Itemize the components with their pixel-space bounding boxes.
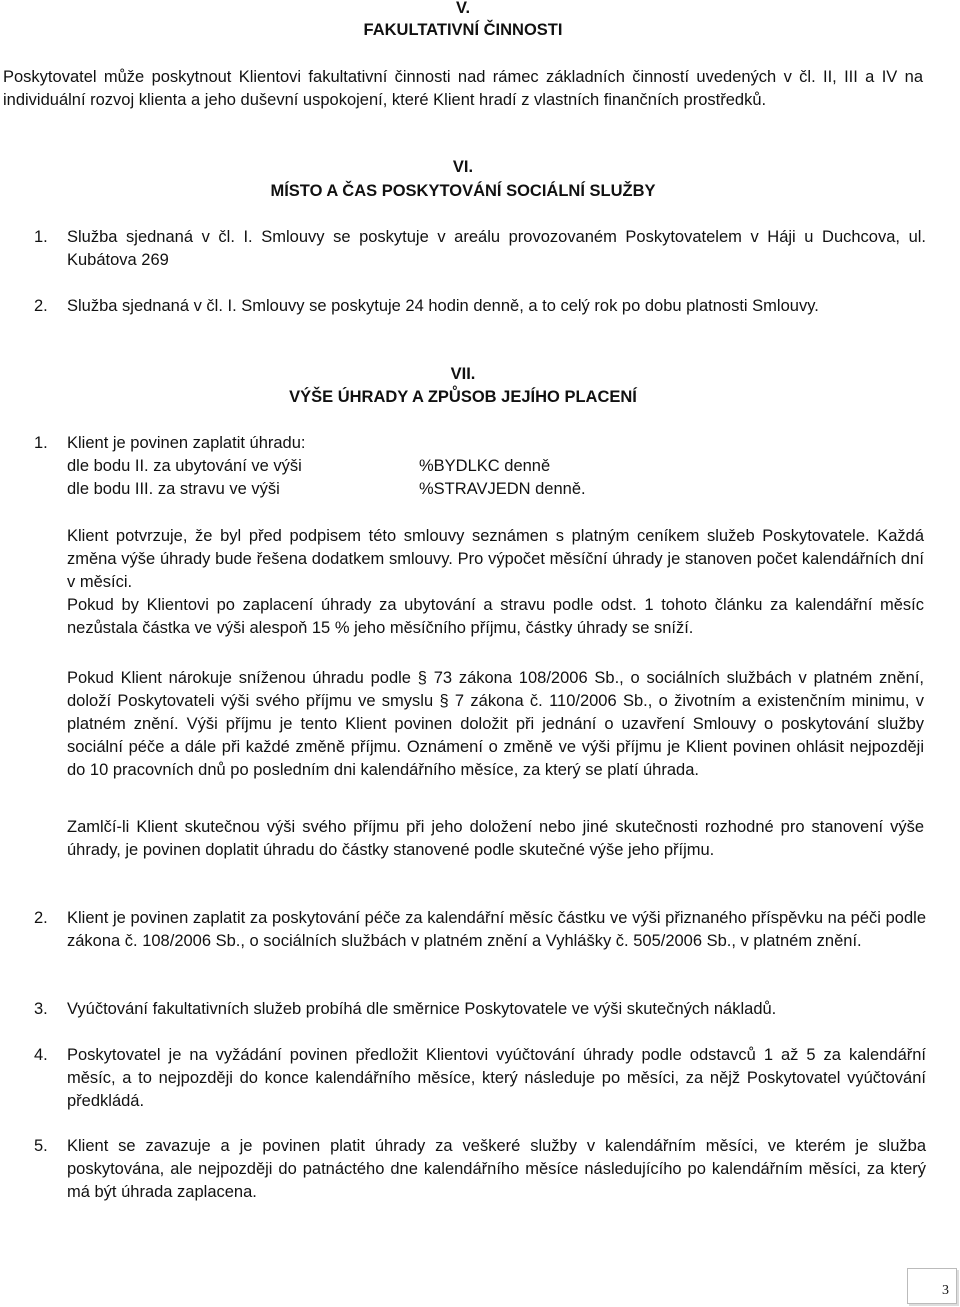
section-6-number: VI. xyxy=(452,158,474,176)
item-number: 5. xyxy=(34,1137,48,1155)
section-7-paragraph-income: Pokud Klient nárokuje sníženou úhradu podle § 73 zákona 108/2006 Sb., o sociálních službách v platném znění, doloží Poskytovateli výši svého příjmu ve smyslu § 7 zákona č. 110/2006 Sb., o životním a existenčním minimu, v platném znění. Výši příjmu je tento Klient povinen doložit při jednání o uzavření Smlouvy o poskytování služby sociální péče a dále při každé změně příjmu. Oznámení o změně ve výši příjmu je Klient povinen ohlásit nejpozději do 10 pracovních dnů po posledním dni kalendářního měsíce, za který se platí úhrada. xyxy=(67,669,924,779)
item-text: Poskytovatel je na vyžádání povinen předložit Klientovi vyúčtování úhrady podle odstavců 1 až 5 za kalendářní měsíc, a to nejpozději do konce kalendářního měsíce, který následuje po měsíci, za nějž Poskytovatel vyúčtování předkládá. xyxy=(67,1046,926,1110)
item-head: Klient je povinen zaplatit úhradu: xyxy=(67,434,306,452)
section-7-paragraph-concealment: Zamlčí-li Klient skutečnou výši svého příjmu při jeho doložení nebo jiné skutečnosti rozhodné pro stanovení výše úhrady, je povinen doplatit úhradu do částky stanovené podle skutečné výše jeho příjmu. xyxy=(67,818,924,859)
section-5-title: FAKULTATIVNÍ ČINNOSTI xyxy=(363,21,563,39)
section-7-item-3 xyxy=(34,998,926,1021)
section-5-number: V. xyxy=(455,0,471,17)
section-7-item-1 xyxy=(34,432,926,501)
fee-value-accommodation: %BYDLKC denně xyxy=(419,457,551,475)
page-number: 3 xyxy=(942,1283,949,1298)
item-number: 2. xyxy=(34,297,48,315)
fee-value-food: %STRAVJEDN denně. xyxy=(419,480,586,498)
item-text: Klient je povinen zaplatit za poskytování péče za kalendářní měsíc částku ve výši přiznaného příspěvku na péči podle zákona č. 108/2006 Sb., o sociálních službách v platném znění a Vyhlášky č. 505/2006 Sb., v platném znění. xyxy=(67,909,926,950)
item-text: Služba sjednaná v čl. I. Smlouvy se poskytuje 24 hodin denně, a to celý rok po dobu platnosti Smlouvy. xyxy=(67,297,819,315)
item-number: 1. xyxy=(34,228,48,246)
fee-row-accommodation xyxy=(67,455,926,478)
section-6-item-1 xyxy=(34,226,926,272)
section-7-paragraph-reduction: Pokud by Klientovi po zaplacení úhrady za ubytování a stravu podle odst. 1 tohoto článku za kalendářní měsíc nezůstala částka ve výši alespoň 15 % jeho měsíčního příjmu, částky úhrady se sníží. xyxy=(67,596,924,637)
item-text: Klient se zavazuje a je povinen platit úhrady za veškeré služby v kalendářním měsíci, ve kterém je služba poskytována, ale nejpozději do patnáctého dne kalendářního měsíce následujícího po kalendářním měsíci, za který má být úhrada zaplacena. xyxy=(67,1137,926,1201)
fee-label-food: dle bodu III. za stravu ve výši xyxy=(67,480,280,498)
item-text: Služba sjednaná v čl. I. Smlouvy se poskytuje v areálu provozovaném Poskytovatelem v Háji u Duchcova, ul. Kubátova 269 xyxy=(67,228,926,269)
fee-row-food xyxy=(67,478,926,501)
item-number: 3. xyxy=(34,1000,48,1018)
section-7-item-5 xyxy=(34,1135,926,1204)
page-number-box xyxy=(907,1268,957,1304)
section-7-number: VII. xyxy=(450,365,476,383)
section-7-title: VÝŠE ÚHRADY A ZPŮSOB JEJÍHO PLACENÍ xyxy=(289,388,637,406)
section-7-item-4 xyxy=(34,1044,926,1113)
item-number: 2. xyxy=(34,909,48,927)
item-number: 1. xyxy=(34,434,48,452)
section-6-item-2 xyxy=(34,295,926,318)
section-7-paragraph-pricelist: Klient potvrzuje, že byl před podpisem této smlouvy seznámen s platným ceníkem služeb Poskytovatele. Každá změna výše úhrady bude řešena dodatkem smlouvy. Pro výpočet měsíční úhrady je stanoven počet kalendářních dní v měsíci. xyxy=(67,527,924,591)
fee-label-accommodation: dle bodu II. za ubytování ve výši xyxy=(67,457,302,475)
section-6-title: MÍSTO A ČAS POSKYTOVÁNÍ SOCIÁLNÍ SLUŽBY xyxy=(270,182,656,200)
section-7-item-2 xyxy=(34,907,926,953)
section-5-paragraph: Poskytovatel může poskytnout Klientovi fakultativní činnosti nad rámec základních činností uvedených v čl. II, III a IV na individuální rozvoj klienta a jeho duševní uspokojení, které Klient hradí z vlastních finančních prostředků. xyxy=(3,68,923,109)
item-text: Vyúčtování fakultativních služeb probíhá dle směrnice Poskytovatele ve výši skutečných nákladů. xyxy=(67,1000,777,1018)
item-number: 4. xyxy=(34,1046,48,1064)
